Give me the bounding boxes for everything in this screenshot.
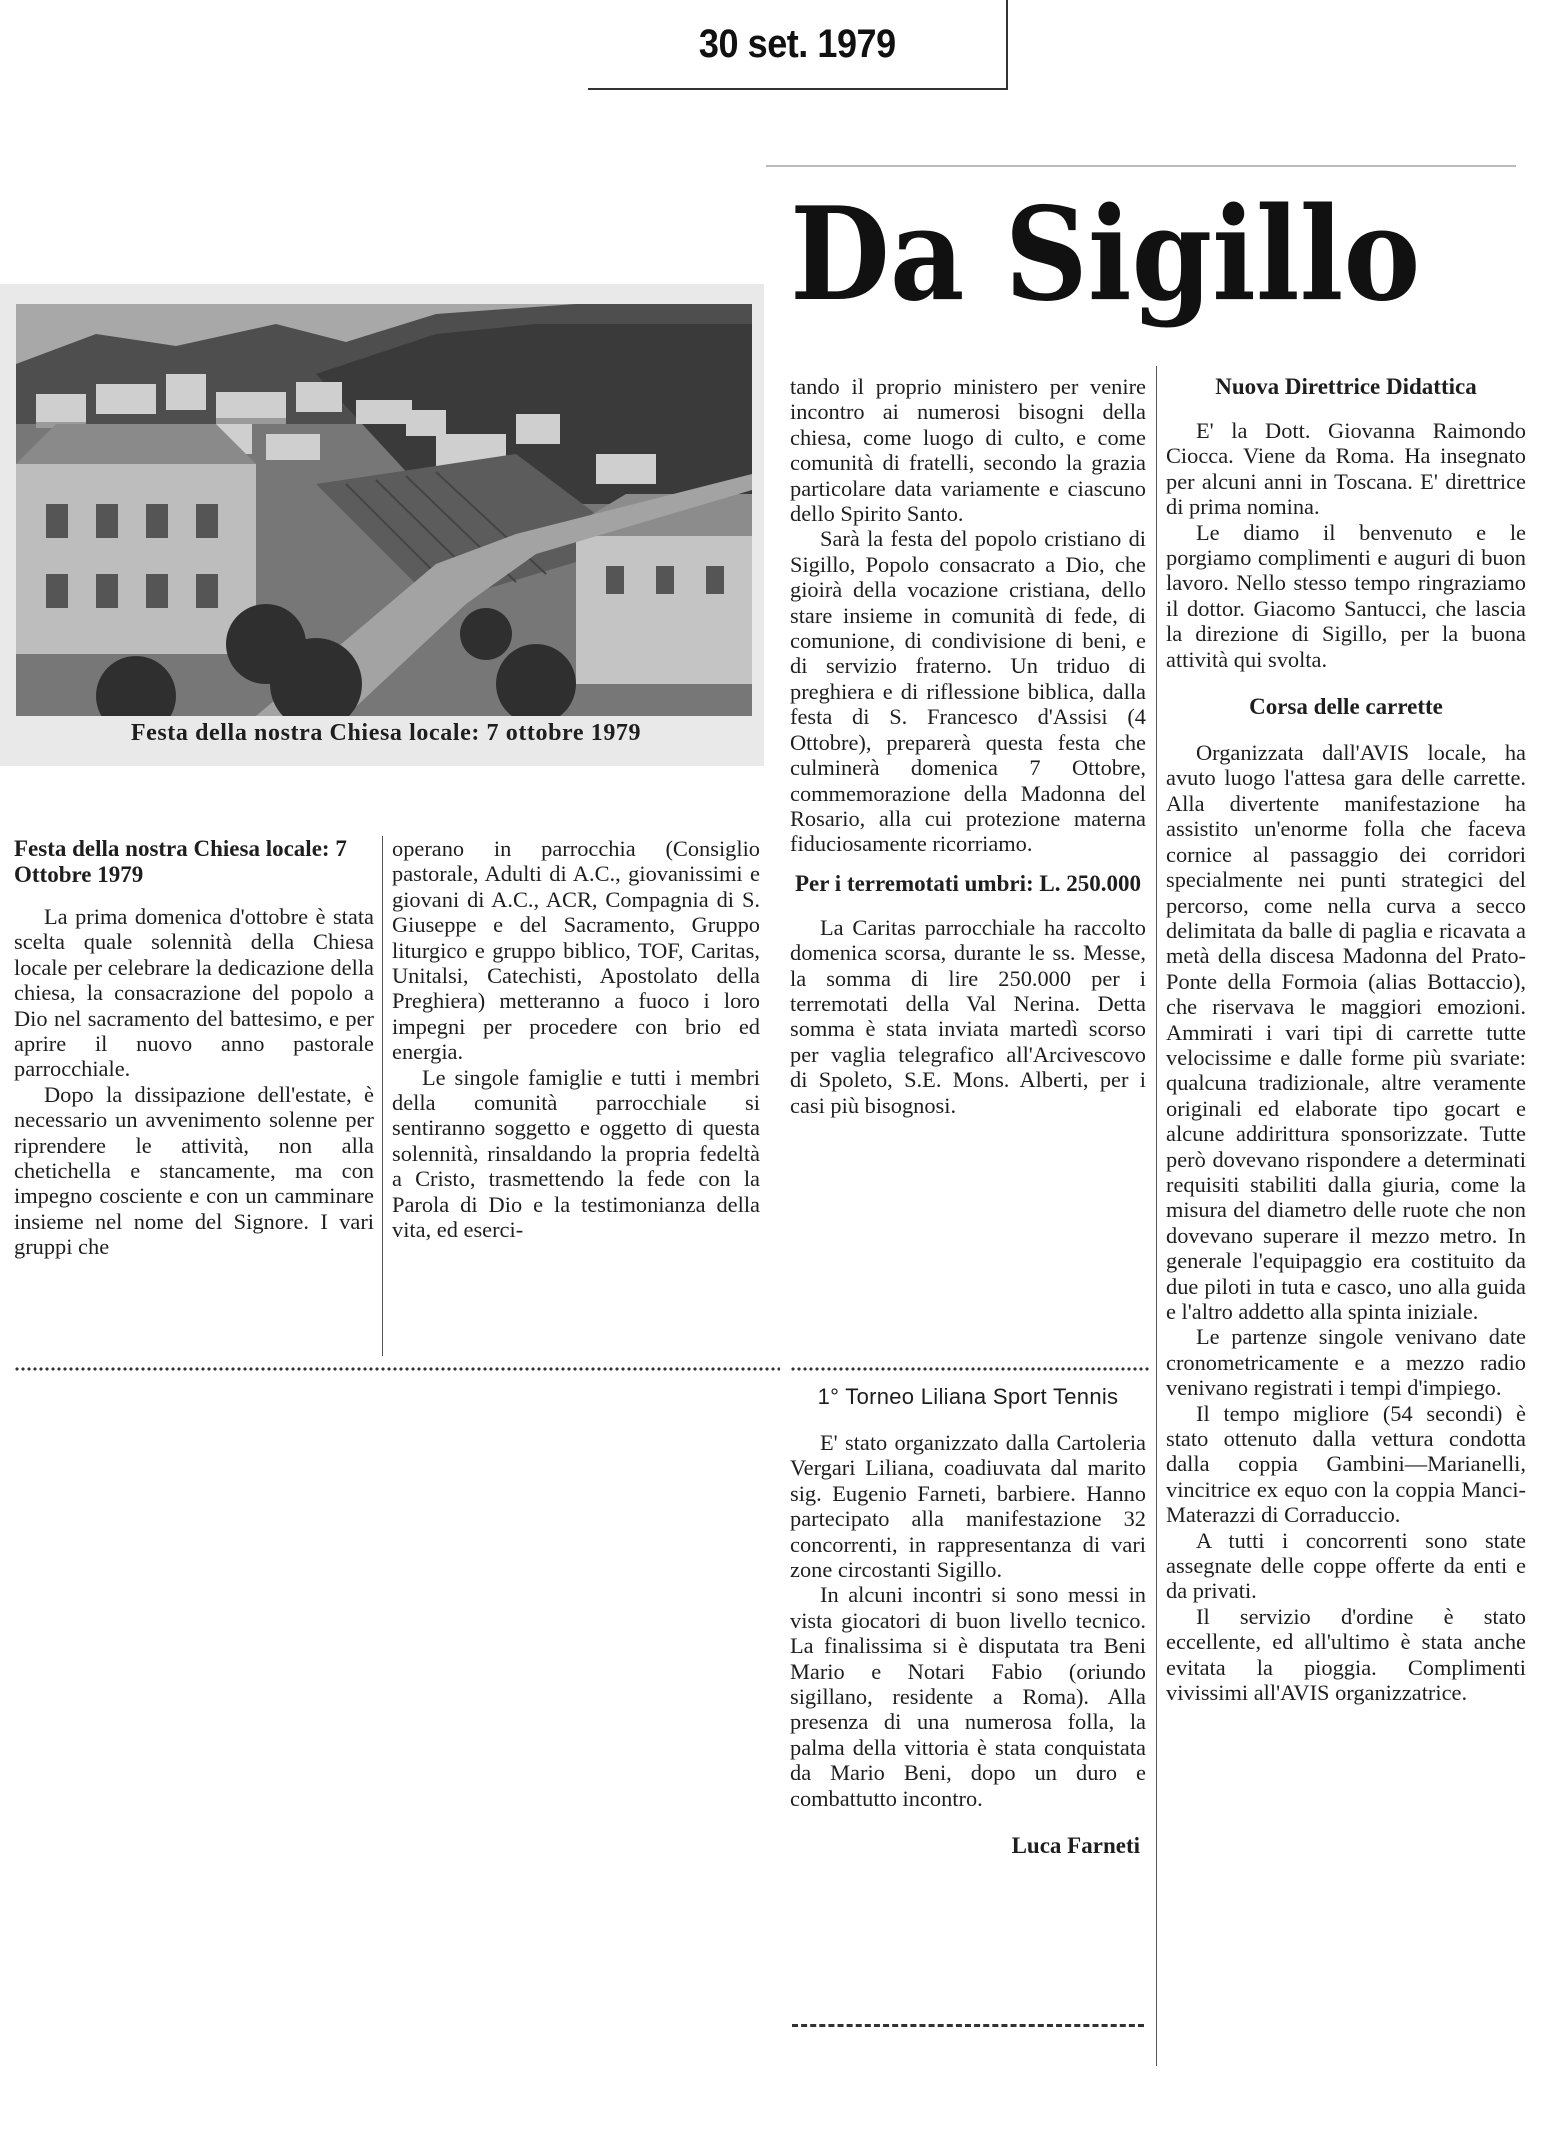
paragraph: La Caritas parrocchiale ha raccolto domenica scorsa, durante le ss. Messe, la somma di lire 250.000 per i terremotati della Val Nerina. Detta somma è stata inviata martedì scorso per vaglia telegrafico all'Arcivescovo di Spoleto, S.E. Mons. Alberti, per i casi più bisognosi. [790, 914, 1146, 1118]
paragraph: Le partenze singole venivano date cronometricamente e a mezzo radio venivano registrati i tempi d'impiego. [1166, 1324, 1526, 1401]
article-festa-col1 [14, 836, 374, 1260]
paragraph: Le singole famiglie e tutti i membri della comunità parrocchiale si sentiranno soggetto e oggetto di questa solennità, rinsaldando la propria fedeltà a Cristo, trasmettendo la fede con la Parola di Dio e la testimonianza della vita, ed eserci- [392, 1064, 760, 1243]
paragraph: E' stato organizzato dalla Cartoleria Vergari Liliana, coadiuvata dal marito sig. Eugenio Farneti, barbiere. Hanno partecipato alla manifestazione 32 concorrenti, in rappresentanza di vari zone circostanti Sigillo. [790, 1430, 1146, 1583]
masthead-title: Da Sigillo [790, 180, 1421, 330]
date-stamp [588, 0, 1008, 90]
paragraph: In alcuni incontri si sono messi in vista giocatori di buon livello tecnico. La finalissima si è disputata tra Beni Mario e Notari Fabio (oriundo sigillano, residente a Roma). Alla presenza di una numerosa folla, la palma della vittoria è stata conquistata da Mario Beni, dopo un duro e combattutto incontro. [790, 1582, 1146, 1811]
article-title-festa: Festa della nostra Chiesa locale: 7 Ottobre 1979 [14, 836, 347, 887]
paragraph: E' la Dott. Giovanna Raimondo Ciocca. Viene da Roma. Ha insegnato per alcuni anni in Toscana. E' direttrice di prima nomina. [1166, 418, 1526, 520]
paragraph: operano in parrocchia (Consiglio pastorale, Adulti di A.C., giovanissimi e giovani di A.C., ACR, Compagnia di S. Giuseppe e del Sacramento, Gruppo liturgico e gruppo biblico, TOF, Caritas, Unitalsi, Catechisti, Apostolato della Preghiera) metteranno a fuoco i loro impegni per procedere con brio ed energia. [392, 836, 760, 1065]
article-col4 [1166, 374, 1526, 1706]
paragraph: Il servizio d'ordine è stato eccellente, ed all'ultimo è stata anche evitata la pioggia. Complimenti vivissimi all'AVIS organizzatrice. [1166, 1603, 1526, 1706]
author-signature: Luca Farneti [1011, 1833, 1140, 1859]
article-title-terremotati: Per i terremotati umbri: L. 250.000 [795, 870, 1141, 896]
paragraph: Organizzata dall'AVIS locale, ha avuto luogo l'attesa gara delle carrette. Alla divertente manifestazione ha assistito un'enorme folla che faceva cornice al passaggio dei corridori specialmente nei punti strategici del percorso, come nella curva a secco delimitata da balle di paglia e ricavata a metà della discesa Madonna del Prato-Ponte della Formoia (alias Bottaccio), che riservava le maggiori emozioni. Ammirati i vari tipi di carrette tutte velocissime e dalle forme più svariate: qualcuna tradizionale, altre veramente originali ed elaborate tipo gocart e alcune addirittura sponsorizzate. Tutte però dovevano rispondere a determinati requisiti stabiliti dalla giuria, come la misura del diametro delle ruote che non dovevano superare il mezzo metro. In generale l'equipaggio era costituito da due piloti in tuta e casco, uno alla guida e l'altro addetto alla spinta iniziale. [1166, 740, 1526, 1324]
village-photo [16, 304, 752, 716]
article-title-torneo: 1° Torneo Liliana Sport Tennis [817, 1384, 1119, 1409]
photo-caption: Festa della nostra Chiesa locale: 7 ottobre 1979 [130, 720, 642, 746]
wavy-separator-middle [790, 1366, 1150, 1372]
paragraph: Le diamo il benvenuto e le porgiamo complimenti e auguri di buon lavoro. Nello stesso tempo ringraziamo il dottor. Giacomo Santucci, che lascia la direzione di Sigillo, per la buona attività qui svolta. [1166, 519, 1526, 672]
column-rule [1156, 366, 1157, 2066]
article-title-direttrice: Nuova Direttrice Didattica [1215, 374, 1477, 399]
paragraph: Dopo la dissipazione dell'estate, è necessario un avvenimento solenne per riprendere le attività, non alla chetichella e stancamente, ma con impegno cosciente e con un camminare insieme nel nome del Signore. I vari gruppi che [14, 1081, 374, 1260]
column-rule [382, 836, 383, 1356]
paragraph: tando il proprio ministero per venire incontro ai numerosi bisogni della chiesa, come luogo di culto, e come comunità di fratelli, secondo la grazia particolare data variamente e ciascuno dello Spirito Santo. [790, 374, 1146, 527]
wavy-separator-left [14, 1366, 780, 1372]
masthead-rule [766, 165, 1516, 167]
paragraph: Sarà la festa del popolo cristiano di Sigillo, Popolo consacrato a Dio, che gioirà della vocazione cristiana, dello stare insieme in comunità di fede, di comunione, di condivisione di beni, e di servizio fraterno. Un triduo di preghiera e di riflessione biblica, dalla festa di S. Francesco d'Assisi (4 Ottobre), preparerà questa festa che culminerà domenica 7 Ottobre, commemorazione della Madonna del Rosario, alla cui protezione materna fiduciosamente ricorriamo. [790, 526, 1146, 857]
article-festa-col3 [790, 374, 1146, 1118]
dashed-separator [792, 2024, 1144, 2027]
paragraph: Il tempo migliore (54 secondi) è stato ottenuto dalla vettura condotta dalla coppia Gambini—Marianelli, vincitrice ex equo con la coppia Manci-Materazzi di Corraduccio. [1166, 1400, 1526, 1528]
paragraph: La prima domenica d'ottobre è stata scelta quale solennità della Chiesa locale per celebrare la dedicazione della chiesa, la consacrazione del popolo a Dio nel sacramento del battesimo, e per aprire il nuovo anno pastorale parrocchiale. [14, 904, 374, 1082]
article-torneo [790, 1384, 1146, 1859]
article-title-carrette: Corsa delle carrette [1249, 694, 1443, 720]
article-festa-col2 [392, 836, 760, 1243]
paragraph: A tutti i concorrenti sono state assegnate delle coppe offerte da enti e da privati. [1166, 1527, 1526, 1604]
date-text: 30 set. 1979 [698, 21, 896, 66]
